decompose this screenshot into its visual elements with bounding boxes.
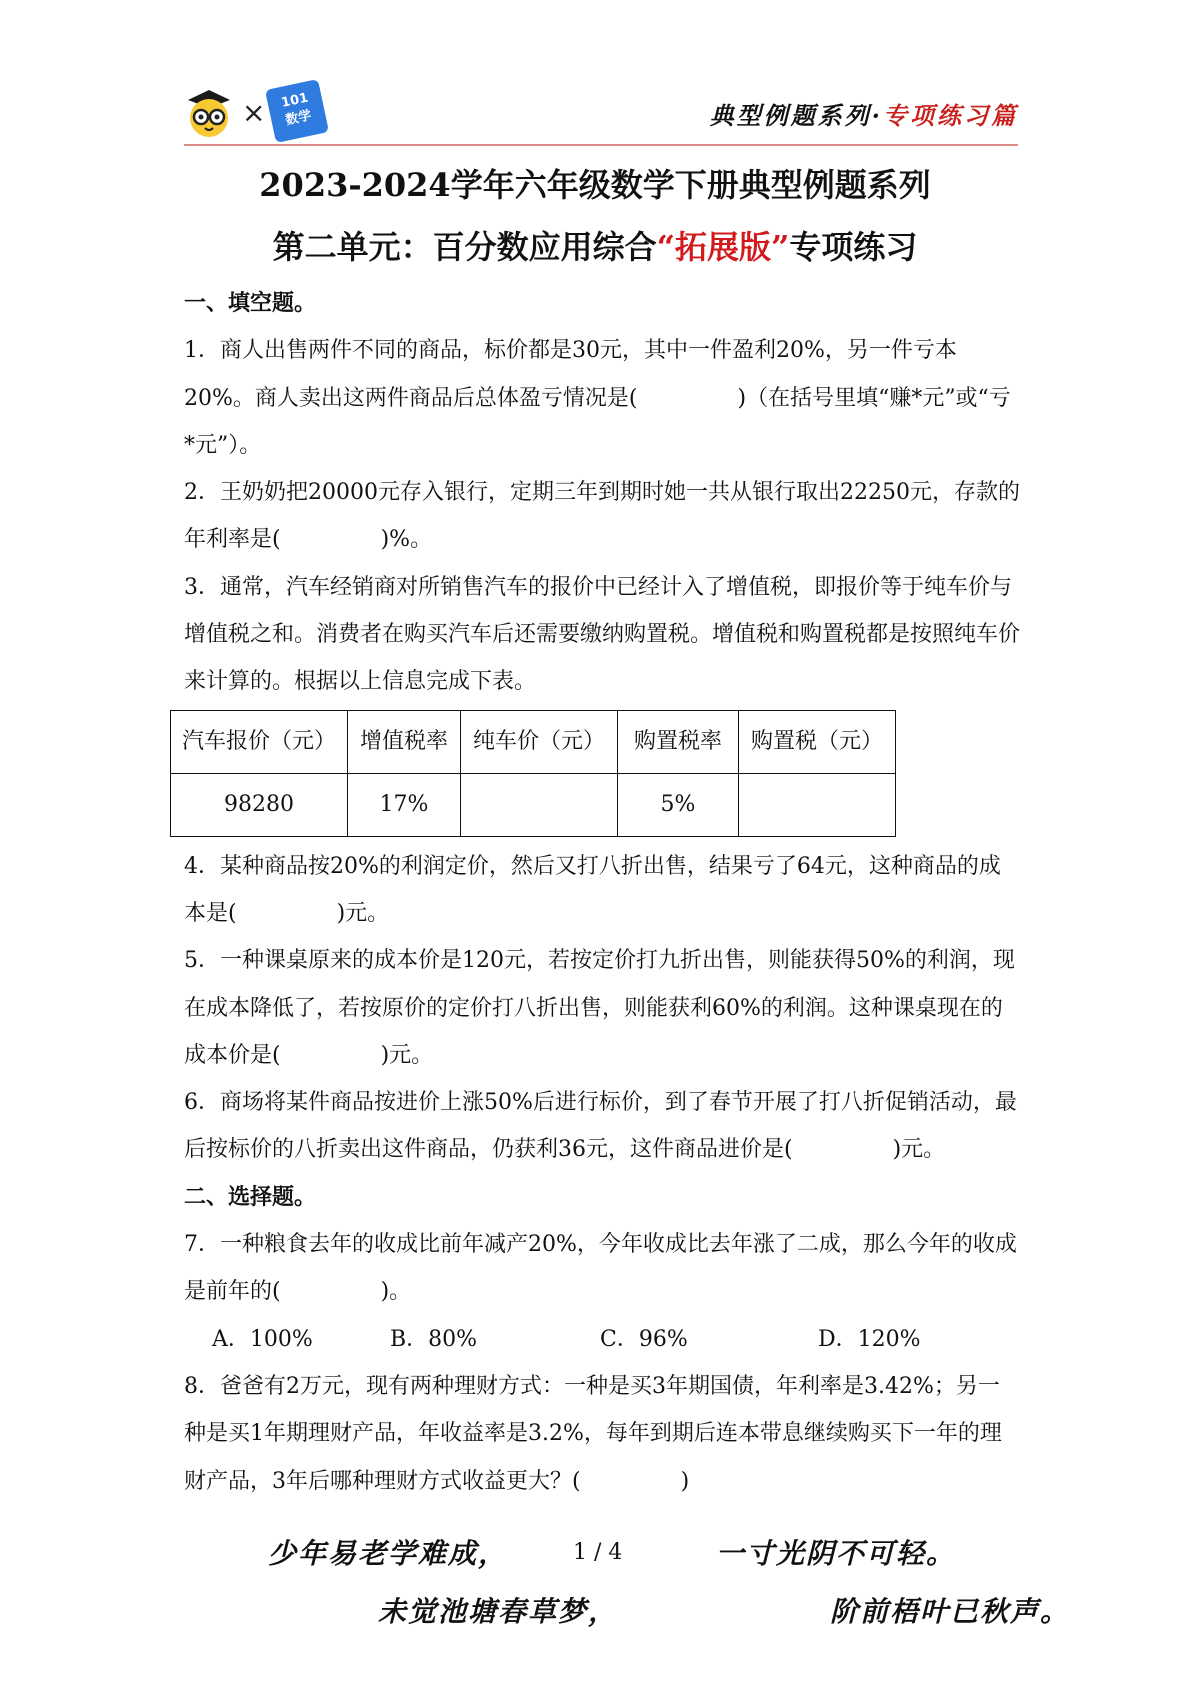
question-7-text-b: )。 (380, 1279, 412, 1305)
header-series-red: 专项练习篇 (883, 101, 1018, 130)
question-1-text-a: 1．商人出售两件不同的商品，标价都是30元，其中一件盈利20%，另一件亏本20%。商人卖出这两件商品后总体盈亏情况是( (184, 338, 957, 411)
option-a[interactable]: A．100% (212, 1326, 313, 1352)
question-8 (184, 1363, 1020, 1505)
table-cell-price: 98280 (171, 773, 348, 836)
question-5-text-a: 5．一种课桌原来的成本价是120元，若按定价打九折出售，则能获得50%的利润，现在成本降低了，若按原价的定价打八折出售，则能获利60%的利润。这种课桌现在的成本价是( (184, 948, 1015, 1068)
question-4-text-b: )元。 (336, 900, 390, 926)
table-header-cell: 增值税率 (348, 710, 461, 773)
subtitle-part-a: 第二单元：百分数应用综合 (272, 228, 657, 266)
question-4 (184, 843, 1020, 938)
question-8-text-b: ) (680, 1468, 690, 1494)
table-cell-purchase-tax[interactable] (739, 773, 896, 836)
table-cell-purchase-rate: 5% (618, 773, 739, 836)
logo-separator: × (242, 96, 266, 129)
question-6-text-a: 6．商场将某件商品按进价上涨50%后进行标价，到了春节开展了打八折促销活动，最后按标价的八折卖出这件商品，仍获利36元，这件商品进价是( (184, 1090, 1017, 1163)
table-cell-vat-rate: 17% (348, 773, 461, 836)
table-header-row (171, 710, 896, 773)
question-3: 3．通常，汽车经销商对所销售汽车的报价中已经计入了增值税，即报价等于纯车价与增值税之和。消费者在购买汽车后还需要缴纳购置税。增值税和购置税都是按照纯车价来计算的。根据以上信息完成下表。 (184, 574, 1021, 695)
owl-logo-icon (184, 86, 234, 138)
table-row (171, 773, 896, 836)
table-header-cell: 购置税率 (618, 710, 739, 773)
header-series-black: 典型例题系列· (709, 101, 883, 130)
question-6-text-b: )元。 (892, 1137, 946, 1163)
option-b[interactable]: B．80% (390, 1326, 478, 1352)
table-cell-net-price[interactable] (461, 773, 618, 836)
table-header-cell: 汽车报价（元） (171, 710, 348, 773)
car-price-table (170, 710, 896, 837)
header-series-label (710, 96, 1018, 131)
subtitle-part-b: 专项练习 (789, 228, 918, 266)
footer-poem-line-3: 未觉池塘春草梦， (378, 1595, 619, 1628)
question-4-text-a: 4．某种商品按20%的利润定价，然后又打八折出售，结果亏了64元，这种商品的成本是( (184, 853, 1001, 926)
question-2 (184, 469, 1020, 564)
question-7 (184, 1221, 1020, 1316)
math101-logo-text: 101 数学 (279, 90, 313, 129)
table-header-cell: 纯车价（元） (461, 710, 618, 773)
footer-poem-line-2: 一寸光阴不可轻。 (716, 1537, 957, 1570)
document-subtitle (0, 222, 1190, 268)
table-header-cell: 购置税（元） (739, 710, 896, 773)
question-6 (184, 1079, 1020, 1174)
header-divider (184, 144, 1018, 146)
footer-poem-line-4: 阶前梧叶已秋声。 (830, 1595, 1071, 1628)
page-number: 1 / 4 (573, 1540, 623, 1565)
option-c[interactable]: C．96% (600, 1326, 688, 1352)
section-heading-multiple-choice: 二、选择题。 (184, 1184, 317, 1210)
option-d[interactable]: D．120% (818, 1326, 921, 1352)
question-7-text-a: 7．一种粮食去年的收成比前年减产20%，今年收成比去年涨了二成，那么今年的收成是前年的( (184, 1232, 1017, 1305)
section-heading-fill-blank: 一、填空题。 (184, 291, 317, 316)
document-title: 2023-2024学年六年级数学下册典型例题系列 (259, 166, 931, 204)
question-1-text-b: )（在括号里填“赚*元”或“亏*元”）。 (184, 385, 1011, 458)
question-2-text-a: 2．王奶奶把20000元存入银行，定期三年到期时她一共从银行取出22250元，存款的年利率是( (184, 480, 1020, 553)
question-5 (184, 937, 1020, 1079)
question-1 (184, 327, 1020, 469)
question-8-text-a: 8．爸爸有2万元，现有两种理财方式：一种是买3年期国债，年利率是3.42%；另一种是买1年期理财产品，年收益率是3.2%，每年到期后连本带息继续购买下一年的理财产品，3年后哪种理财方式收益更大？( (184, 1373, 1002, 1494)
document-body (181, 280, 1021, 1505)
question-2-text-b: )%。 (380, 527, 433, 553)
footer-poem-line-1: 少年易老学难成， (268, 1537, 509, 1570)
question-5-text-b: )元。 (380, 1042, 434, 1068)
math101-logo-icon (265, 79, 329, 143)
subtitle-highlight: “拓展版” (656, 228, 790, 266)
question-7-options (184, 1316, 1020, 1363)
